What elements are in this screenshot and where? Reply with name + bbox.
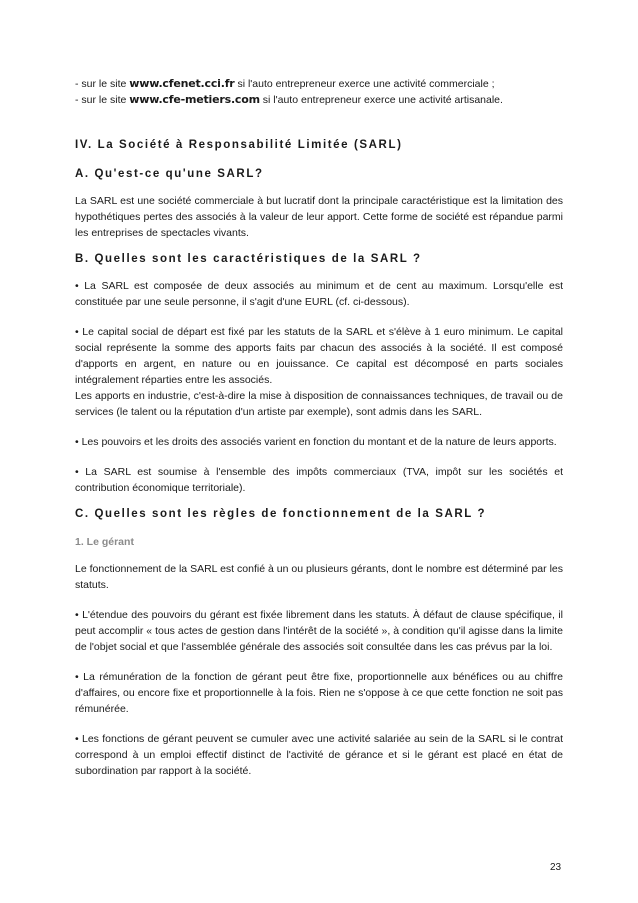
paragraph-c2: • L'étendue des pouvoirs du gérant est fixée librement dans les statuts. À défaut de clause spécifique, il peut accomplir « tous actes de gestion dans l'intérêt de la société », à condition qu'il agisse dans la limite de l'objet social et que l'assemblée générale des associés soit consultée dans les cas prévus par la loi.	[75, 609, 563, 653]
section-title: IV. La Société à Responsabilité Limitée (SARL)	[75, 139, 403, 151]
subheading-gerant: 1. Le gérant	[75, 536, 134, 548]
document-page	[75, 76, 563, 779]
paragraph-b4: • La SARL est soumise à l'ensemble des impôts commerciaux (TVA, impôt sur les sociétés et contribution économique territoriale).	[75, 466, 563, 494]
cfe-metiers-link[interactable]: www.cfe-metiers.com	[129, 93, 260, 106]
intro-prefix: - sur le site	[75, 78, 130, 90]
intro-prefix: - sur le site	[75, 94, 130, 106]
paragraph-a: La SARL est une société commerciale à but lucratif dont la principale caractéristique est la limitation des hypothétiques pertes des associés à la valeur de leur apport. Cette forme de société est répandue parmi les entreprises de spectacles vivants.	[75, 195, 563, 239]
paragraph-b2: • Le capital social de départ est fixé par les statuts de la SARL et s'élève à 1 euro minimum. Le capital social représente la somme des apports faits par chacun des associés à la société. Il est composé d'apports en argent, en nature ou en jouissance. Ce capital est décomposé en parts sociales intégralement réparties entre les associés.	[75, 326, 563, 386]
paragraph-c3: • La rémunération de la fonction de gérant peut être fixe, proportionnelle aux bénéfices ou au chiffre d'affaires, ou encore fixe et proportionnelle à la fois. Rien ne s'oppose à ce que cette fonction ne soit pas rémunérée.	[75, 671, 563, 715]
paragraph-b1: • La SARL est composée de deux associés au minimum et de cent au maximum. Lorsqu'elle est constituée par une seule personne, il s'agit d'une EURL (cf. ci-dessous).	[75, 280, 563, 308]
intro-line-2	[75, 92, 563, 108]
cfenet-link[interactable]: www.cfenet.cci.fr	[129, 77, 235, 90]
intro-suffix: si l'auto entrepreneur exerce une activité commerciale ;	[234, 78, 495, 90]
intro-line-1	[75, 76, 563, 92]
intro-suffix: si l'auto entrepreneur exerce une activité artisanale.	[259, 94, 503, 106]
paragraph-b3: • Les pouvoirs et les droits des associés varient en fonction du montant et de la nature de leurs apports.	[75, 436, 557, 448]
paragraph-c4: • Les fonctions de gérant peuvent se cumuler avec une activité salariée au sein de la SARL si le contrat correspond à un emploi effectif distinct de l'activité de gérance et si le gérant est placé en état de subordination par rapport à la société.	[75, 733, 563, 777]
heading-a: A. Qu'est-ce qu'une SARL?	[75, 168, 264, 180]
paragraph-c1: Le fonctionnement de la SARL est confié à un ou plusieurs gérants, dont le nombre est déterminé par les statuts.	[75, 563, 563, 591]
paragraph-b2b: Les apports en industrie, c'est-à-dire la mise à disposition de connaissances techniques, de travail ou de services (le talent ou la réputation d'un artiste par exemple), sont admis dans les SARL.	[75, 390, 563, 418]
heading-b: B. Quelles sont les caractéristiques de la SARL ?	[75, 253, 422, 265]
heading-c: C. Quelles sont les règles de fonctionnement de la SARL ?	[75, 508, 487, 520]
page-number: 23	[550, 862, 562, 873]
